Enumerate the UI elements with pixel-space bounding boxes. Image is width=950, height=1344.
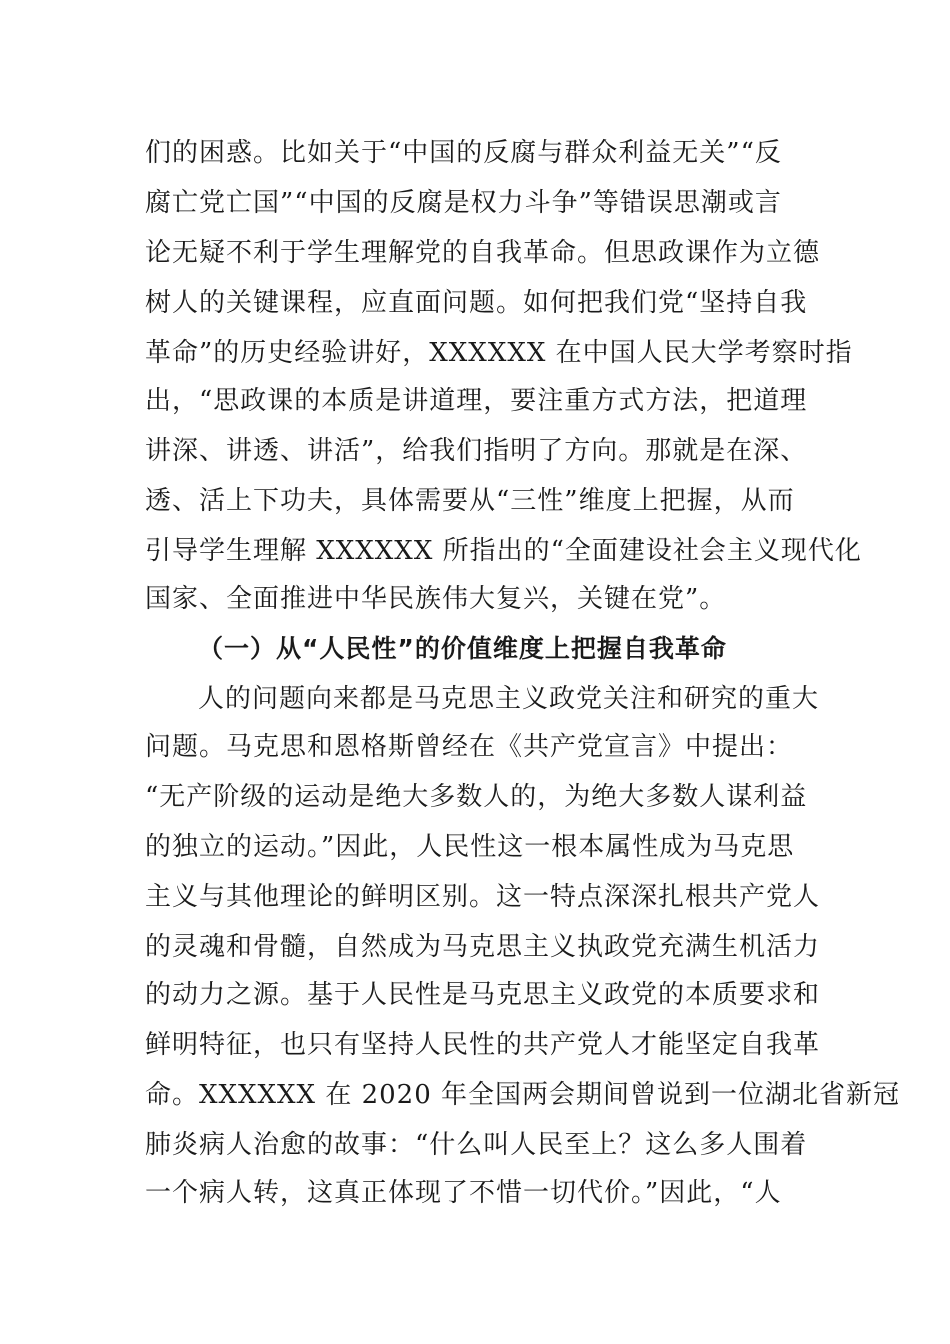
text-line: 透、活上下功夫，具体需要从“三性”维度上把握，从而 [145, 486, 795, 516]
text-line: 肺炎病人治愈的故事：“什么叫人民至上？这么多人围着 [145, 1130, 808, 1160]
text-line: 的动力之源。基于人民性是马克思主义政党的本质要求和 [145, 980, 821, 1010]
text-line: 一个病人转，这真正体现了不惜一切代价。”因此，“人 [145, 1178, 782, 1208]
section-heading: （一）从“人民性”的价值维度上把握自我革命 [198, 634, 727, 663]
text-line: 鲜明特征，也只有坚持人民性的共产党人才能坚定自我革 [145, 1030, 821, 1060]
text-line: 人的问题向来都是马克思主义政党关注和研究的重大 [198, 684, 820, 714]
text-line: 们的困惑。比如关于“中国的反腐与群众利益无关”“反 [145, 138, 782, 168]
text-line: 树人的关键课程，应直面问题。如何把我们党“坚持自我 [145, 288, 808, 318]
text-line: 出，“思政课的本质是讲道理，要注重方式方法，把道理 [145, 386, 808, 416]
text-line: 引导学生理解 XXXXXX 所指出的“全面建设社会主义现代化 [145, 536, 862, 566]
text-line: 讲深、讲透、讲活”，给我们指明了方向。那就是在深、 [145, 436, 808, 466]
text-line: 命。XXXXXX 在 2020 年全国两会期间曾说到一位湖北省新冠 [145, 1080, 901, 1110]
text-line: 腐亡党亡国”“中国的反腐是权力斗争”等错误思潮或言 [145, 188, 782, 218]
text-line: 革命”的历史经验讲好，XXXXXX 在中国人民大学考察时指 [145, 338, 853, 368]
text-line: 主义与其他理论的鲜明区别。这一特点深深扎根共产党人 [145, 882, 821, 912]
text-line: 问题。马克思和恩格斯曾经在《共产党宣言》中提出： [145, 732, 794, 762]
text-line: “无产阶级的运动是绝大多数人的，为绝大多数人谋利益 [145, 782, 808, 812]
text-line: 的独立的运动。”因此，人民性这一根本属性成为马克思 [145, 832, 795, 862]
text-line: 国家、全面推进中华民族伟大复兴，关键在党”。 [145, 584, 727, 614]
text-line: 的灵魂和骨髓，自然成为马克思主义执政党充满生机活力 [145, 932, 821, 962]
text-line: 论无疑不利于学生理解党的自我革命。但思政课作为立德 [145, 238, 821, 268]
